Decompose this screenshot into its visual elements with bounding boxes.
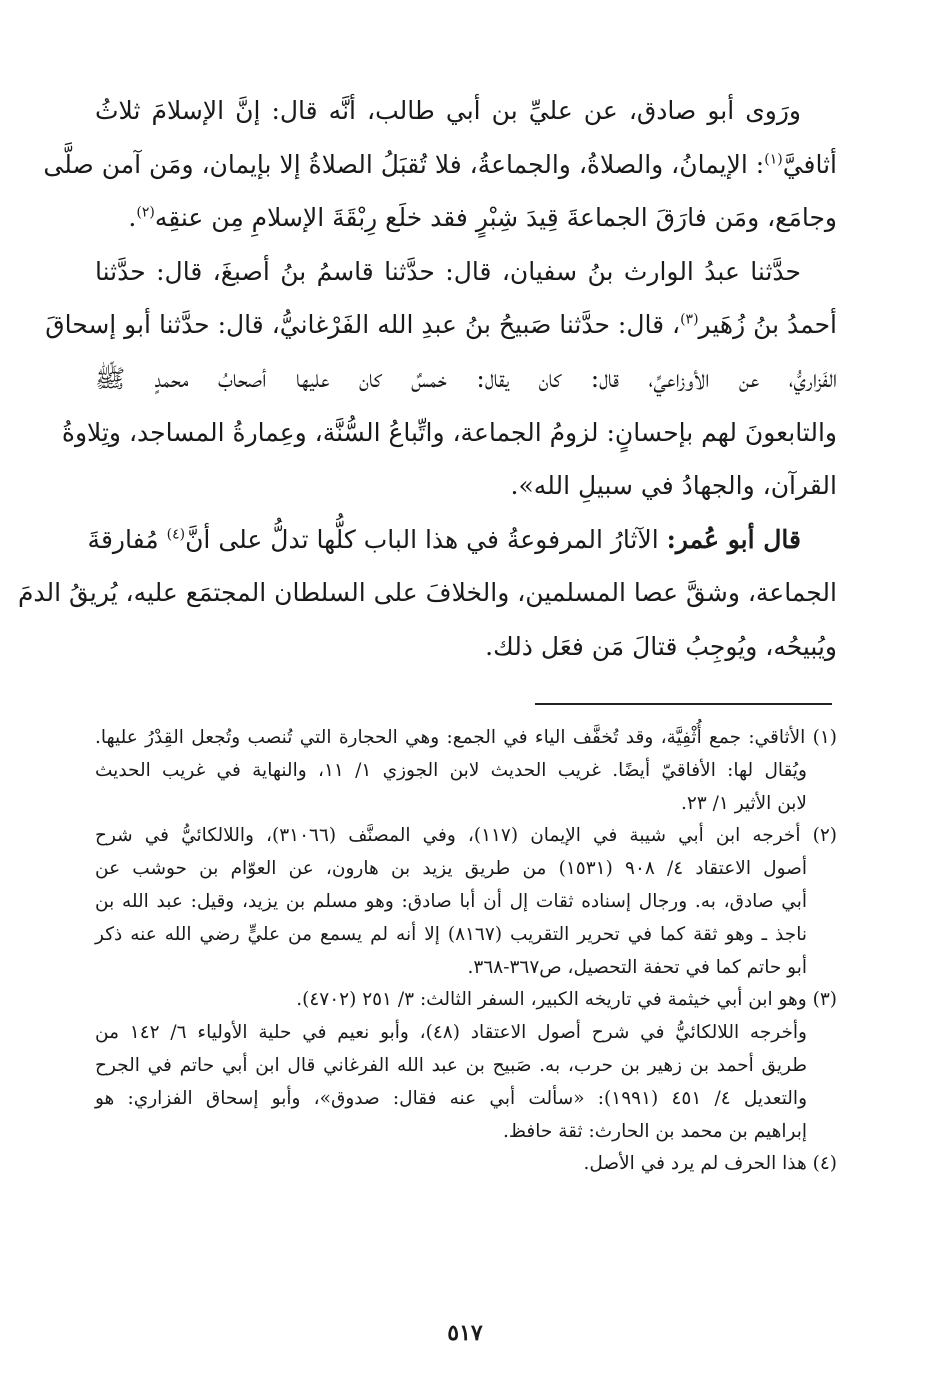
footnote-ref-1[interactable]: (١) bbox=[764, 151, 783, 168]
main-line: حدَّثنا عبدُ الوارث بنُ سفيان، قال: حدَّثنا قاسمُ بنُ أصبغَ، قال: حدَّثنا bbox=[95, 256, 801, 286]
main-line: الفَزاريُّ، عن الأوزاعيِّ، قال: كان يقال: خمسٌ كان عليها أصحابُ محمدٍ ﷺ bbox=[95, 363, 837, 393]
speaker-label: قال أبو عُمر: bbox=[666, 524, 801, 554]
main-line: أثافيَّ$^{(١)}$: الإيمانُ، والصلاةُ، والجماعةُ، فلا تُقبَلُ الصلاةُ إلا بإيمان، ومَن آمن صلَّى bbox=[43, 149, 837, 179]
footnote-line: وأخرجه اللالكائيُّ في شرح أصول الاعتقاد (٤٨)، وأبو نعيم في حلية الأولياء ٦/ ١٤٢ من bbox=[95, 1022, 807, 1044]
footnote-line: لابن الأثير ١/ ٢٣. bbox=[680, 792, 807, 814]
footnote-line: (٤) هذا الحرف لم يرد في الأصل. bbox=[583, 1153, 837, 1175]
main-line: الجماعة، وشقَّ عصا المسلمين، والخلافَ على السلطان المجتمَع عليه، يُريقُ الدمَ bbox=[17, 578, 837, 608]
main-line: والتابعونَ لهم بإحسانٍ: لزومُ الجماعة، واتِّباعُ السُّنَّة، وعِمارةُ المساجد، وتِلاوةُ bbox=[61, 417, 837, 447]
main-line: وجامَع، ومَن فارَقَ الجماعةَ قِيدَ شِبْرٍ فقد خلَع رِبْقَةَ الإسلامِ مِن عنقِه$^{(٢)}$. bbox=[128, 203, 837, 233]
main-line: القرآن، والجهادُ في سبيلِ الله». bbox=[510, 471, 837, 501]
footnote-line: أبي صادق، به. ورجال إسناده ثقات إل أن أبا صادق: وهو مسلم بن يزيد، وقيل: عبد الله بن bbox=[95, 890, 807, 912]
footnote-line: إبراهيم بن محمد بن الحارث: ثقة حافظ. bbox=[502, 1120, 807, 1142]
footnote-line: طريق أحمد بن زهير بن حرب، به. صَبيح بن عبد الله الفرغاني قال ابن أبي حاتم في الجرح bbox=[95, 1054, 807, 1076]
footnote-ref-2[interactable]: (٢) bbox=[136, 204, 155, 221]
footnote-line: (٢) أخرجه ابن أبي شيبة في الإيمان (١١٧)، وفي المصنَّف (٣١٠٦٦)، واللالكائيُّ في شرح bbox=[95, 825, 837, 847]
main-text bbox=[17, 84, 837, 674]
footnote-line: أصول الاعتقاد ٤/ ٩٠٨ (١٥٣١) من طريق يزيد بن هارون، عن العوّام بن حوشب عن bbox=[95, 858, 808, 880]
footnote-ref-4[interactable]: (٤) bbox=[166, 526, 186, 543]
main-line: قال أبو عُمر: الآثارُ المرفوعةُ في هذا الباب كلُّها تدلُّ على أنَّ$^{(٤)}$ مُفارقةَ bbox=[87, 524, 801, 554]
footnote-line: (٣) وهو ابن أبي خيثمة في تاريخه الكبير، السفر الثالث: ٣/ ٢٥١ (٤٧٠٢). bbox=[296, 989, 837, 1011]
footnote-divider bbox=[535, 703, 832, 705]
footnote-line: والتعديل ٤/ ٤٥١ (١٩٩١): «سألت أبي عنه فقال: صدوق»، وأبو إسحاق الفزاري: هو bbox=[95, 1087, 807, 1109]
footnote-line: ناجذ ـ وهو ثقة كما في تحرير التقريب (٨١٦٧) إلا أنه لم يسمع من عليٍّ رضي الله عنه ذكر bbox=[95, 923, 807, 945]
footnotes bbox=[95, 722, 837, 1181]
footnote-line: أبو حاتم كما في تحفة التحصيل، ص٣٦٧-٣٦٨. bbox=[467, 956, 807, 978]
main-line: ورَوى أبو صادق، عن عليِّ بن أبي طالب، أنَّه قال: إنَّ الإسلامَ ثلاثُ bbox=[95, 96, 801, 125]
main-line: أحمدُ بنُ زُهَير$^{(٣)}$، قال: حدَّثنا صَبيحُ بنُ عبدِ الله الفَرْغانيُّ، قال: حدَّثنا أبو إسحاقَ bbox=[45, 310, 837, 340]
footnote-ref-3[interactable]: (٣) bbox=[680, 312, 699, 329]
footnote-line: ويُقال لها: الأفاقيّ أيضًا. غريب الحديث لابن الجوزي ١/ ١١، والنهاية في غريب الحديث bbox=[95, 759, 807, 781]
main-line: ويُبيحُه، ويُوجِبُ قتالَ مَن فعَل ذلك. bbox=[485, 631, 837, 661]
page-number: ٥١٧ bbox=[447, 1320, 483, 1346]
footnote-line: (١) الأثاقي: جمع أُثْفِيَّة، وقد تُخفَّف الياء في الجمع: وهي الحجارة التي تُنصب وتُجعل القِدْرُ عليها. bbox=[95, 727, 837, 748]
